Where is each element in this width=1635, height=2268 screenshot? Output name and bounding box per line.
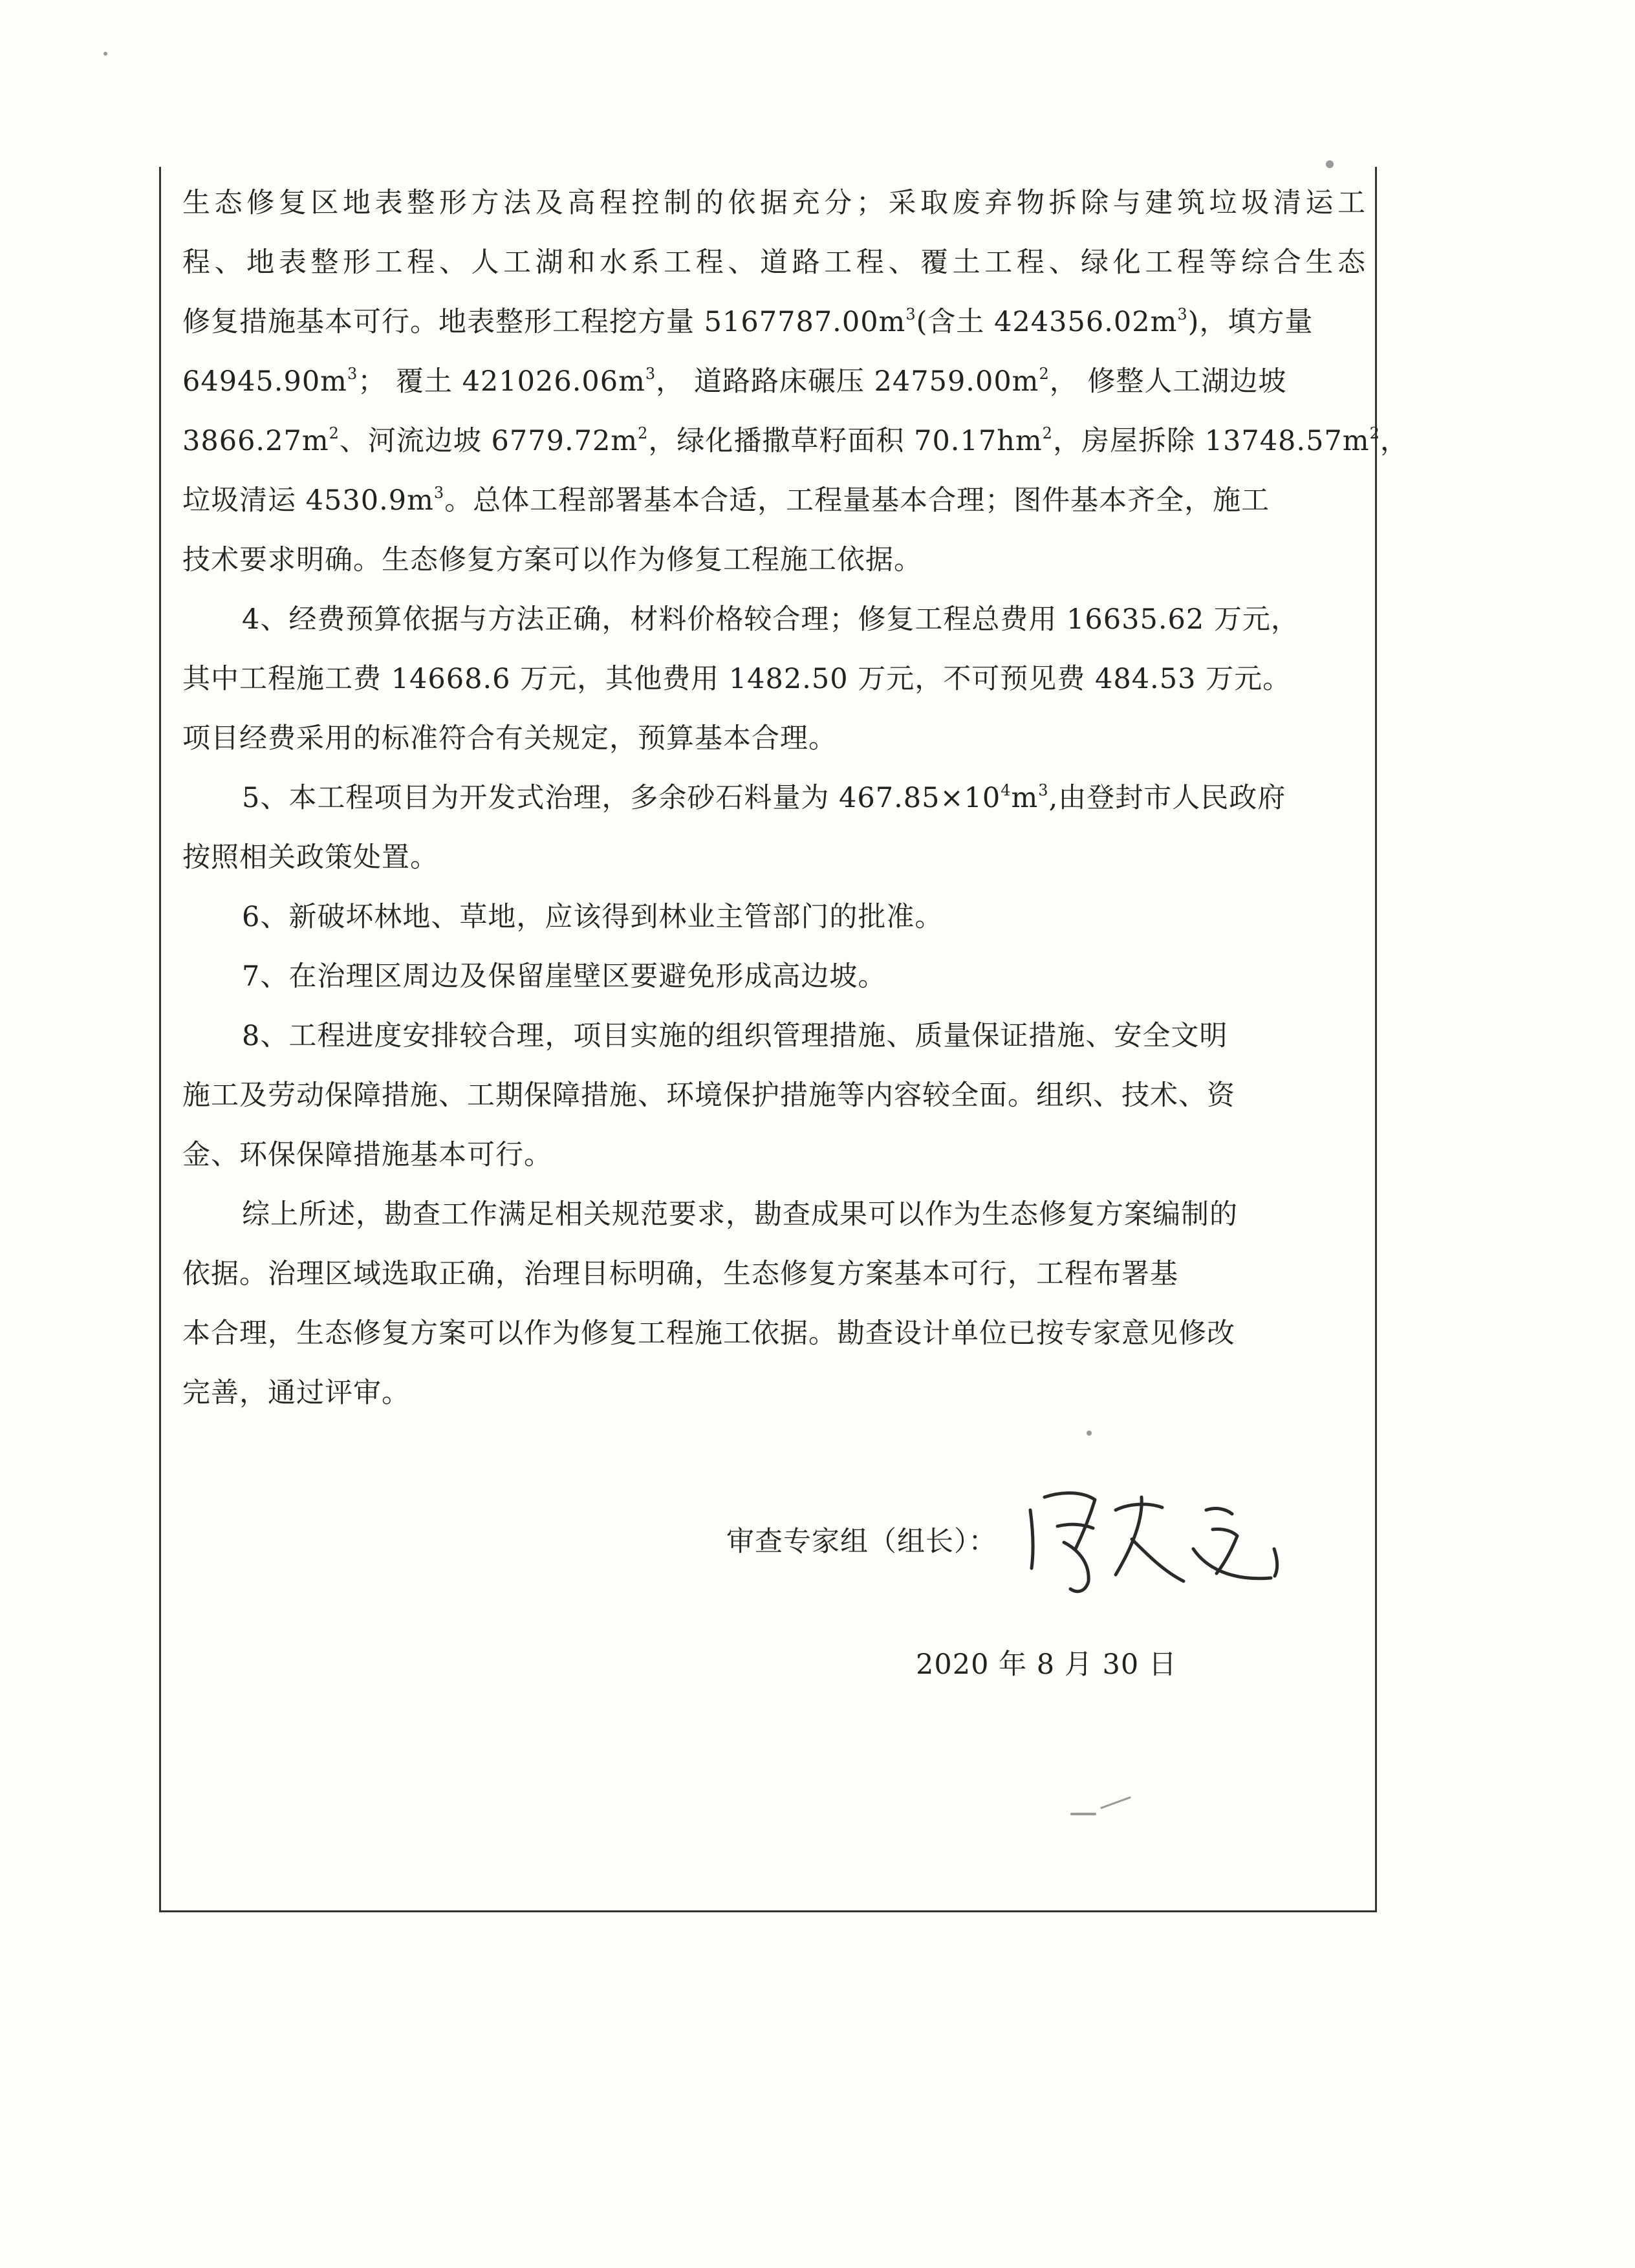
text-line: 本合理，生态修复方案可以作为修复工程施工依据。勘查设计单位已按专家意见修改 [182,1317,1235,1350]
text-line: 其中工程施工费 14668.6 万元，其他费用 1482.50 万元，不可预见费 484.53 万元。 [182,663,1292,695]
text-line: 8、工程进度安排较合理，项目实施的组织管理措施、质量保证措施、安全文明 [242,1020,1228,1052]
text-line: 技术要求明确。生态修复方案可以作为修复工程施工依据。 [182,544,922,576]
text-line: 完善，通过评审。 [182,1377,410,1409]
text-line: 生态修复区地表整形方法及高程控制的依据充分；采取废弃物拆除与建筑垃圾清运工 [182,187,1366,219]
text-line: 5、本工程项目为开发式治理，多余砂石料量为 $467.85\times 10^4m^3$,由登封市人民政府 [242,781,1286,814]
text-line: 程、地表整形工程、人工湖和水系工程、道路工程、覆土工程、绿化工程等综合生态 [182,246,1366,279]
handwritten-signature-icon [1019,1471,1290,1607]
text-line: 垃圾清运 $4530.9m^3$。总体工程部署基本合适，工程量基本合理；图件基本齐全，施工 [182,484,1270,517]
text-line: 综上所述，勘查工作满足相关规范要求，勘查成果可以作为生态修复方案编制的 [242,1198,1238,1231]
review-opinion-text [182,173,1409,1423]
scan-speck [1087,1431,1092,1436]
text-line: $3866.27m^2$、河流边坡 $6779.72m^2$，绿化播撒草籽面积 $70.17hm^2$，房屋拆除 $13748.57m^2$， [182,424,1409,457]
text-line: 依据。治理区域选取正确，治理目标明确，生态修复方案基本可行，工程布署基 [182,1258,1178,1290]
scan-speck [1070,1813,1096,1815]
text-line: 按照相关政策处置。 [182,841,439,874]
signature-label: 审查专家组（组长）： [726,1526,997,1558]
scan-speck [103,52,107,56]
text-line: 金、环保保障措施基本可行。 [182,1139,552,1171]
text-line: $64945.90m^3$； 覆土 $421026.06m^3$， 道路路床碾压 $24759.00m^2$， 修整人工湖边坡 [182,365,1287,398]
text-line: 6、新破坏林地、草地，应该得到林业主管部门的批准。 [242,901,944,933]
text-line: 7、在治理区周边及保留崖壁区要避免形成高边坡。 [242,960,887,993]
text-line: 施工及劳动保障措施、工期保障措施、环境保护措施等内容较全面。组织、技术、资 [182,1079,1235,1112]
document-date: 2020 年 8 月 30 日 [916,1648,1177,1681]
scan-speck [1326,160,1334,168]
text-line: 项目经费采用的标准符合有关规定，预算基本合理。 [182,722,837,755]
text-line: 修复措施基本可行。地表整形工程挖方量 $5167787.00m^3$(含土 $424356.02m^3$)，填方量 [182,305,1314,338]
text-line: 4、经费预算依据与方法正确，材料价格较合理；修复工程总费用 16635.62 万元， [242,603,1299,636]
